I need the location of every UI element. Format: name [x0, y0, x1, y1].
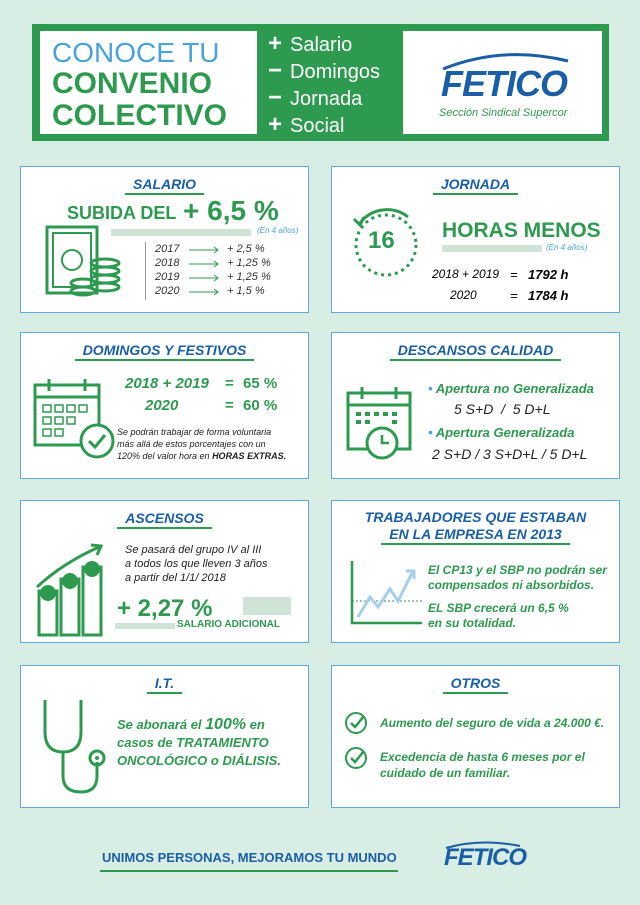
trend-chart-icon — [348, 559, 428, 629]
footer-slogan: UNIMOS PERSONAS, MEJORAMOS TU MUNDO — [102, 850, 397, 865]
panel-title: OTROS — [332, 675, 619, 691]
domingos-row-label: 2018 + 2019 — [125, 375, 209, 392]
title-box — [40, 31, 257, 134]
ascensos-text: Se pasará del grupo IV al III a todos los que lleven 3 años a partir del 1/1/ 2018 — [125, 544, 268, 584]
calendar-clock-icon — [344, 385, 424, 465]
salario-year: 2018 — [155, 257, 180, 269]
domingos-row-label: 2020 — [145, 397, 179, 414]
jornada-headline: HORAS MENOS — [442, 219, 601, 242]
growth-coins-icon — [33, 541, 123, 637]
salario-value: + 1,25 % — [227, 257, 271, 269]
salario-year: 2019 — [155, 271, 180, 283]
header-item-domingos: − Domingos — [268, 57, 381, 84]
salario-value: + 2,5 % — [227, 243, 265, 255]
ascensos-caption: SALARIO ADICIONAL — [177, 619, 280, 630]
footer-logo-text: FETICO — [444, 844, 526, 871]
panel-descansos — [331, 332, 620, 479]
panel-it — [20, 665, 309, 808]
it-text: Se abonará el 100% en casos de TRATAMIENTO ONCOLÓGICO o DIÁLISIS. — [117, 716, 281, 768]
domingos-row-eq: = — [225, 397, 234, 414]
salario-headline-value: + 6,5 % — [183, 195, 279, 226]
logo-text: FETICO — [441, 63, 567, 104]
jornada-note: (En 4 años) — [546, 243, 588, 252]
descansos-item1-values: 5 S+D / 5 D+L — [454, 401, 551, 417]
panel-trabajadores — [331, 500, 620, 643]
fetico-logo — [403, 31, 602, 134]
header-item-salario: + Salario — [268, 30, 353, 57]
jornada-row-label: 2020 — [450, 288, 477, 302]
stethoscope-icon — [37, 696, 117, 800]
panel-title: DESCANSOS CALIDAD — [332, 342, 619, 358]
panel-title: JORNADA — [332, 176, 619, 192]
footer-underline — [100, 870, 398, 872]
domingos-row-value: 65 % — [243, 375, 278, 392]
jornada-row-eq: = — [510, 288, 518, 303]
footer-logo — [440, 838, 540, 878]
salario-note: (En 4 años) — [257, 226, 299, 235]
otros-item2: Excedencia de hasta 6 meses por el cuidado de un familiar. — [380, 750, 585, 780]
panel-ascensos — [20, 500, 309, 643]
otros-item1: Aumento del seguro de vida a 24.000 €. — [380, 716, 605, 730]
trabajadores-text1: El CP13 y el SBP no podrán ser compensados ni absorbidos. — [428, 563, 607, 592]
salario-year: 2017 — [155, 243, 180, 255]
salario-value: + 1,25 % — [227, 271, 271, 283]
panel-title: TRABAJADORES QUE ESTABAN EN LA EMPRESA EN 2013 — [332, 509, 619, 543]
ascensos-bar-small — [115, 623, 175, 629]
title-line3: COLECTIVO — [52, 99, 228, 132]
descansos-item1: • Apertura no Generalizada — [428, 381, 594, 396]
descansos-item2-values: 2 S+D / 3 S+D+L / 5 D+L — [432, 446, 588, 462]
ascensos-bar — [243, 597, 291, 615]
salario-year: 2020 — [155, 285, 180, 297]
panel-title: DOMINGOS Y FESTIVOS — [21, 342, 308, 358]
title-line1: CONOCE TU — [52, 37, 220, 68]
title-line2: CONVENIO — [52, 67, 213, 100]
header-item-social: + Social — [268, 111, 345, 138]
ascensos-value: + 2,27 % — [117, 595, 213, 622]
domingos-text: Se podrán trabajar de forma voluntaria más allá de estos porcentajes con un 120% del valor hora en HORAS EXTRAS. — [117, 427, 287, 461]
panel-domingos — [20, 332, 309, 479]
salario-value: + 1,5 % — [227, 285, 265, 297]
jornada-bar — [442, 245, 542, 252]
salario-divider — [145, 242, 146, 300]
domingos-row-value: 60 % — [243, 397, 278, 414]
arrow-icons — [187, 243, 223, 299]
check-circle-icon — [344, 746, 370, 772]
panel-salario — [20, 166, 309, 313]
jornada-row-value: 1784 h — [528, 288, 569, 303]
descansos-item2: • Apertura Generalizada — [428, 425, 575, 440]
panel-title: ASCENSOS — [21, 510, 308, 526]
check-circle-icon — [344, 711, 370, 737]
salario-headline-prefix: SUBIDA DEL — [67, 203, 177, 223]
salario-bar — [111, 229, 251, 236]
trabajadores-text2: EL SBP crecerá un 6,5 % en su totalidad. — [428, 601, 569, 630]
money-icon — [43, 223, 123, 303]
jornada-row-label: 2018 + 2019 — [432, 267, 500, 281]
calendar-check-icon — [31, 377, 121, 467]
panel-title: I.T. — [21, 675, 308, 691]
jornada-row-value: 1792 h — [528, 267, 569, 282]
panel-jornada — [331, 166, 620, 313]
panel-otros — [331, 665, 620, 808]
logo-subtitle: Sección Sindical Supercor — [439, 107, 568, 119]
header-item-jornada: − Jornada — [268, 84, 363, 111]
jornada-row-eq: = — [510, 267, 518, 282]
domingos-row-eq: = — [225, 375, 234, 392]
panel-title: SALARIO — [21, 176, 308, 192]
clock-value: 16 — [368, 227, 395, 254]
